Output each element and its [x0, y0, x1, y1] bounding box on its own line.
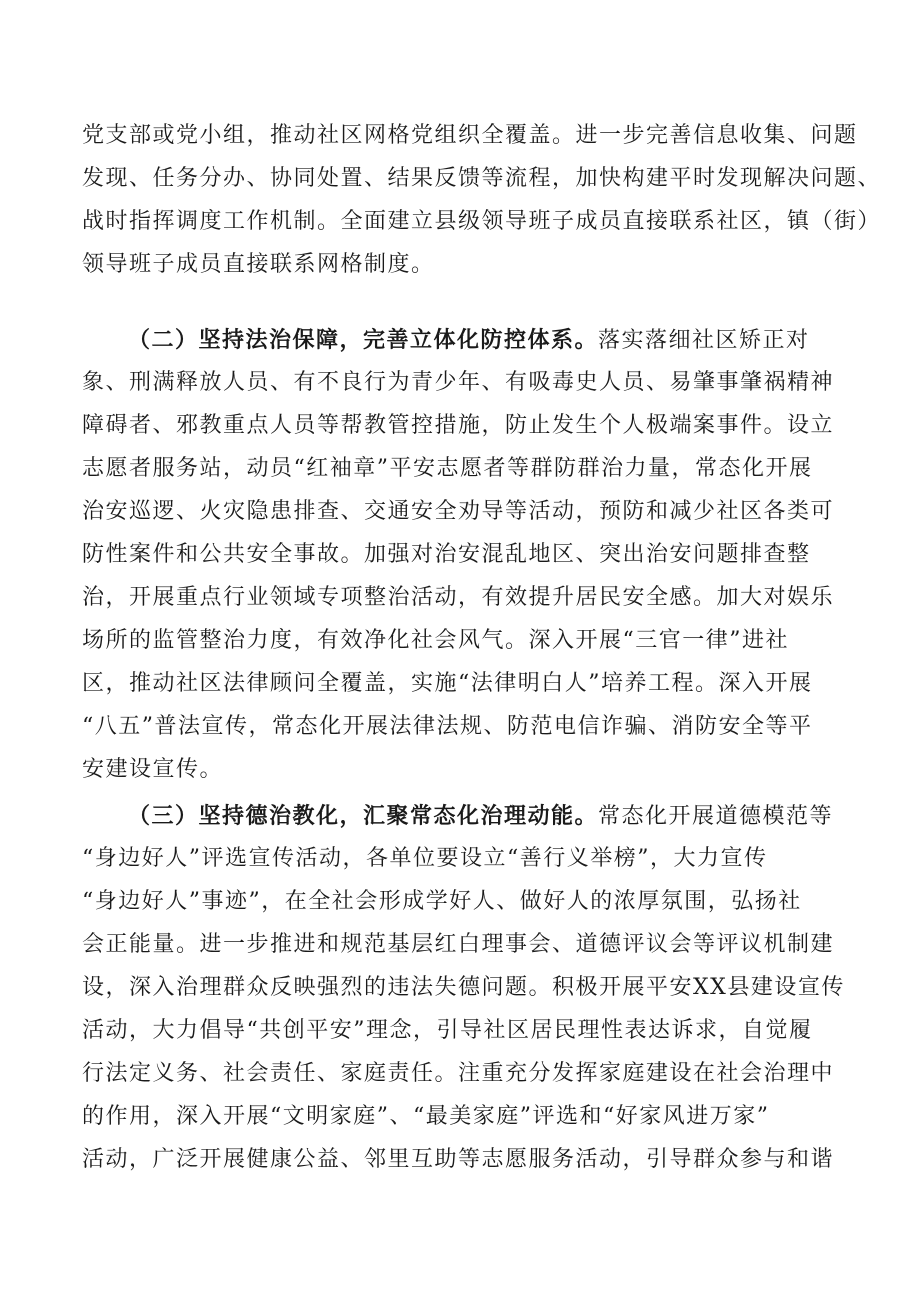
- text-line: “八五”普法宣传，常态化开展法律法规、防范电信诈骗、消防安全等平: [82, 714, 813, 739]
- section-2-first-line-text: 落实落细社区矫正对: [598, 328, 810, 353]
- text-line: 治安巡逻、火灾隐患排查、交通安全劝导等活动，预防和减少社区各类可: [82, 499, 835, 524]
- text-line: 场所的监管整治力度，有效净化社会风气。深入开展“三官一律”进社: [82, 628, 789, 653]
- section-2-heading: （二）坚持法治保障，完善立体化防控体系。: [128, 327, 599, 353]
- text-line: 发现、任务分办、协同处置、结果反馈等流程，加快构建平时发现解决问题、: [82, 166, 882, 191]
- text-line: 设，深入治理群众反映强烈的违法失德问题。积极开展平安XX县建设宣传: [82, 975, 845, 1000]
- section-2-first-line: [128, 325, 810, 356]
- text-line: 象、刑满释放人员、有不良行为青少年、有吸毒史人员、易肇事肇祸精神: [82, 370, 835, 395]
- text-line: 领导班子成员直接联系网格制度。: [82, 252, 435, 277]
- text-line: 活动，广泛开展健康公益、邻里互助等志愿服务活动，引导群众参与和谐: [82, 1147, 835, 1172]
- section-3-first-line: [128, 801, 833, 832]
- text-line: “身边好人”评选宣传活动，各单位要设立“善行义举榜”，大力宣传: [82, 846, 768, 871]
- text-line: 安建设宣传。: [82, 757, 224, 782]
- text-line: 行法定义务、社会责任、家庭责任。注重充分发挥家庭建设在社会治理中: [82, 1061, 835, 1086]
- text-line: 区，推动社区法律顾问全覆盖，实施“法律明白人”培养工程。深入开展: [82, 671, 813, 696]
- text-line: 活动，大力倡导“共创平安”理念，引导社区居民理性表达诉求，自觉履: [82, 1018, 813, 1043]
- section-3-first-line-text: 常态化开展道德模范等: [598, 804, 834, 829]
- text-line: 战时指挥调度工作机制。全面建立县级领导班子成员直接联系社区，镇（街）: [82, 209, 882, 234]
- text-line: 障碍者、邪教重点人员等帮教管控措施，防止发生个人极端案事件。设立: [82, 413, 835, 438]
- text-line: 防性案件和公共安全事故。加强对治安混乱地区、突出治安问题排查整: [82, 542, 811, 567]
- text-line: 志愿者服务站，动员“红袖章”平安志愿者等群防群治力量，常态化开展: [82, 456, 813, 481]
- text-line: “身边好人”事迹”，在全社会形成学好人、做好人的浓厚氛围，弘扬社: [82, 889, 802, 914]
- text-line: 会正能量。进一步推进和规范基层红白理事会、道德评议会等评议机制建: [82, 932, 835, 957]
- text-line: 的作用，深入开展“文明家庭”、“最美家庭”评选和“好家风进万家”: [82, 1104, 770, 1129]
- section-3-heading: （三）坚持德治教化，汇聚常态化治理动能。: [128, 803, 599, 829]
- text-line: 党支部或党小组，推动社区网格党组织全覆盖。进一步完善信息收集、问题: [82, 123, 858, 148]
- text-line: 治，开展重点行业领域专项整治活动，有效提升居民安全感。加大对娱乐: [82, 585, 835, 610]
